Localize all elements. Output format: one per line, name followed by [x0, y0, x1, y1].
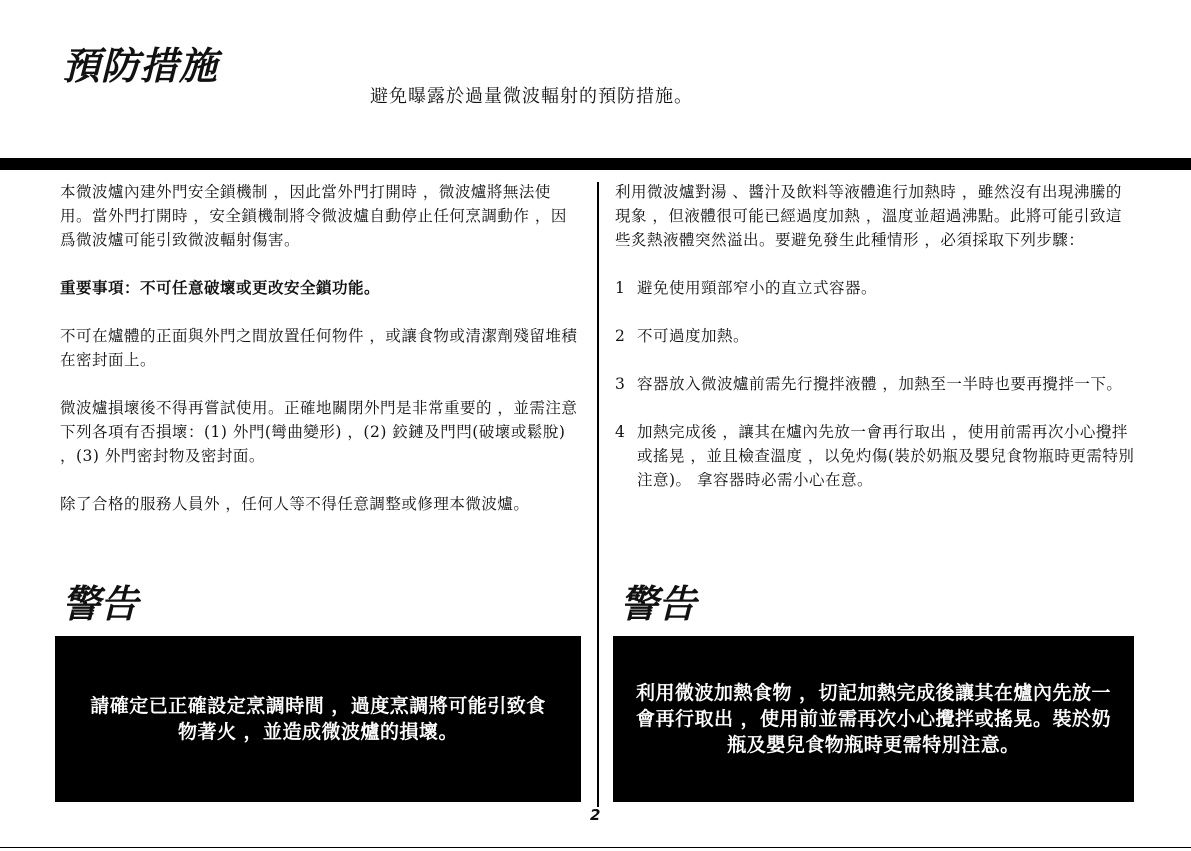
paragraph-damage-check: 微波爐損壞後不得再嘗試使用。正確地關閉外門是非常重要的 ，並需注意下列各項有否損壞：(1) 外門(彎曲變形) ，(2) 鉸鏈及門閂(破壞或鬆脫) ，(3) 外門密封物及密封面。: [60, 399, 578, 465]
column-divider: [597, 182, 599, 807]
step-text: 不可過度加熱。: [637, 327, 750, 345]
step-number: 4: [615, 423, 626, 441]
page-number: 2: [590, 806, 601, 824]
paragraph-door-lock: 本微波爐內建外門安全鎖機制 ，因此當外門打開時 ，微波爐將無法使用。當外門打開時 ，安全鎖機制將令微波爐自動停止任何烹調動作 ，因爲微波爐可能引致微波輻射傷害。: [60, 183, 567, 249]
header-rule: [0, 158, 1191, 170]
step-text: 容器放入微波爐前需先行攪拌液體 ，加熱至一半時也要再攪拌一下。: [637, 375, 1123, 393]
list-item: [615, 372, 1135, 396]
warning-text-right: 利用微波加熱食物 ，切記加熱完成後讓其在爐內先放一會再行取出 ，使用前並需再次小心攪拌或搖晃。裝於奶瓶及嬰兒食物瓶時更需特別注意。: [635, 682, 1112, 756]
list-item: [615, 420, 1135, 492]
step-number: 3: [615, 375, 626, 393]
footer-rule: [0, 847, 1191, 848]
paragraph-important-notice: 重要事項：不可任意破壞或更改安全鎖功能。: [60, 279, 381, 297]
list-item: [615, 276, 1135, 300]
paragraph-liquid-heating-intro: 利用微波爐對湯 、醬汁及飲料等液體進行加熱時 ，雖然沒有出現沸騰的現象 ，但液體很可能已經過度加熱 ，溫度並超過沸點。此將可能引致這些炙熱液體突然溢出。要避免發生此種情形 ，必須採取下列步驟：: [615, 183, 1122, 249]
step-text: 加熱完成後 ，讓其在爐內先放一會再行取出 ，使用前需再次小心攪拌或搖晃 ，並且檢查溫度 ，以免灼傷(裝於奶瓶及嬰兒食物瓶時更需特別注意)。 拿容器時必需小心在意。: [637, 423, 1135, 489]
paragraph-service-only: 除了合格的服務人員外 ，任何人等不得任意調整或修理本微波爐。: [60, 495, 530, 513]
page-subtitle: 避免曝露於過量微波輻射的預防措施。: [370, 86, 693, 107]
paragraph-no-objects: 不可在爐體的正面與外門之間放置任何物件 ，或讓食物或清潔劑殘留堆積在密封面上。: [60, 327, 578, 369]
warning-title-left: 警告: [62, 582, 139, 626]
right-column: [615, 180, 1135, 516]
warning-box-right: [613, 636, 1134, 802]
left-column: [60, 180, 580, 540]
warning-box-left: [55, 636, 581, 802]
list-item: [615, 324, 1135, 348]
step-number: 2: [615, 327, 626, 345]
warning-title-right: 警告: [620, 582, 697, 626]
step-text: 避免使用頸部窄小的直立式容器。: [637, 279, 878, 297]
step-number: 1: [615, 279, 626, 297]
warning-text-left: 請確定已正確設定烹調時間 ，過度烹調將可能引致食物著火 ，並造成微波爐的損壞。: [90, 695, 546, 743]
page-title: 預防措施: [62, 44, 219, 88]
